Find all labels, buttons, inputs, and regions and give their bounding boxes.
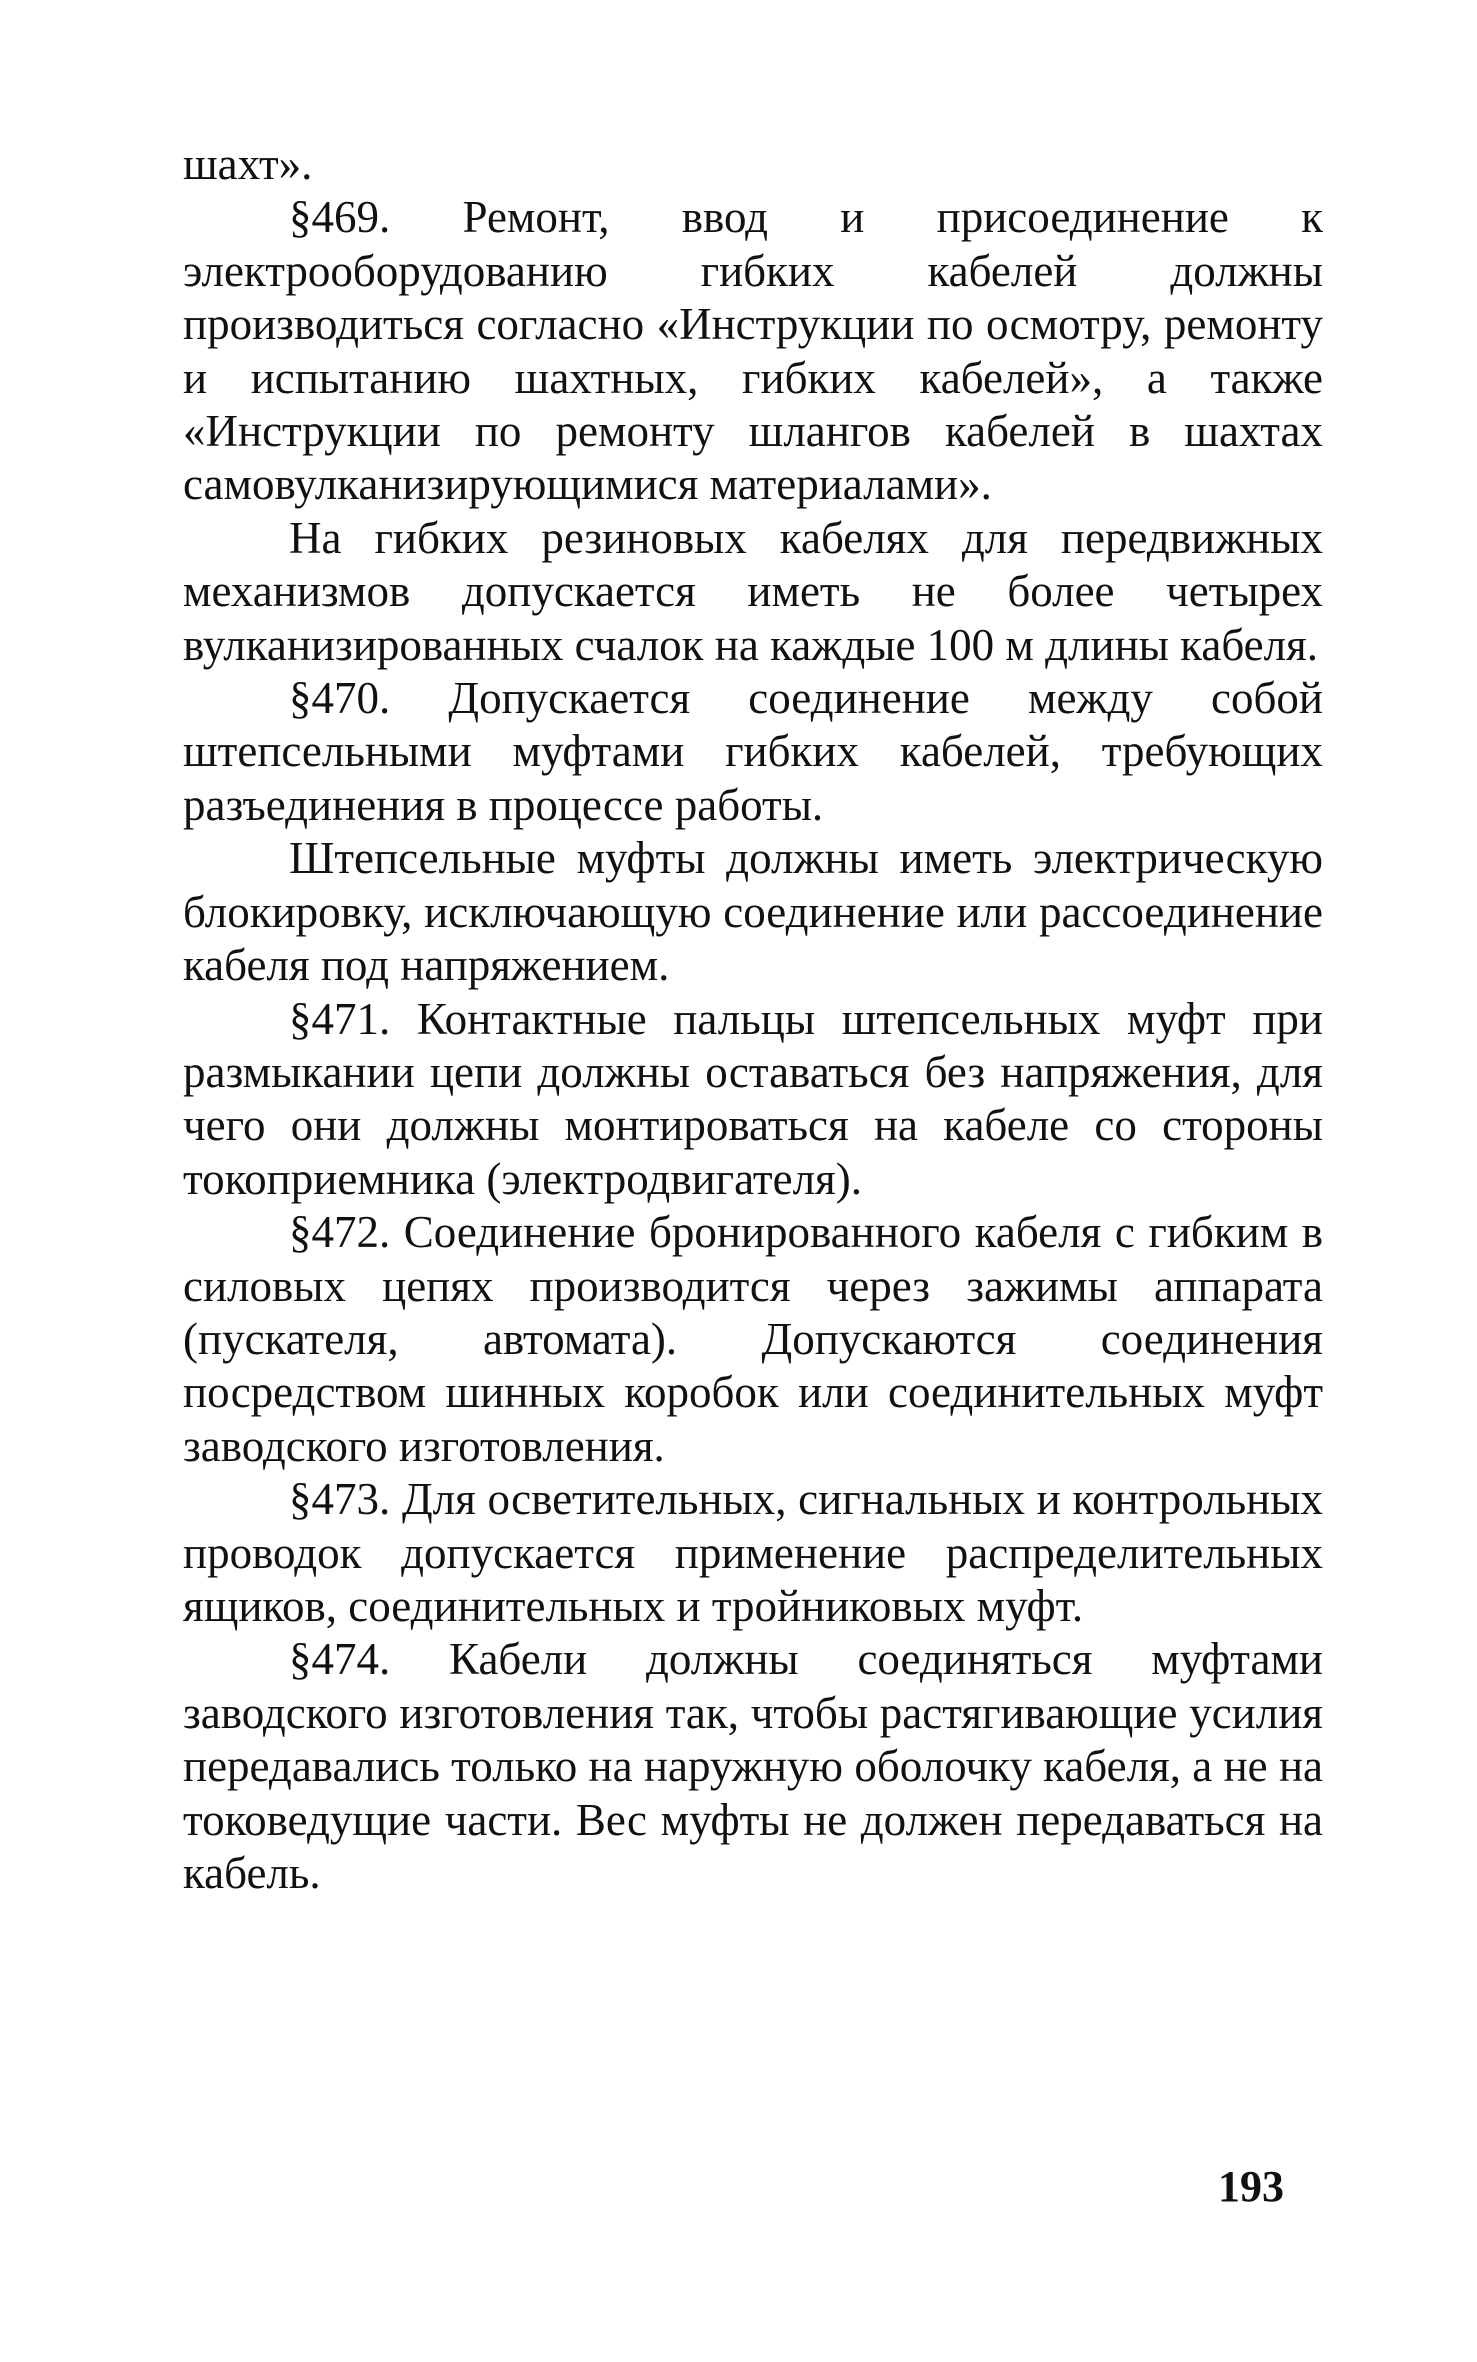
paragraph-469-note: На гибких резиновых кабелях для передвижных механизмов допускается иметь не более четырех вулканизированных счалок на каждые 100 м длины кабеля. — [183, 512, 1323, 670]
paragraph-473: §473. Для осветительных, сигнальных и контрольных проводок допускается применение распределительных ящиков, соединительных и тройниковых муфт. — [183, 1474, 1323, 1631]
paragraph-470-note: Штепсельные муфты должны иметь электрическую блокировку, исключающую соединение или рассоединение кабеля под напряжением. — [183, 833, 1323, 991]
body-text — [183, 138, 1323, 1900]
page-number: 193 — [1218, 2162, 1284, 2211]
paragraph-469: §469. Ремонт, ввод и присоединение к электрооборудованию гибких кабелей должны производиться согласно «Инструкции по осмотру, ремонту и испытанию шахтных, гибких кабелей», а также «Инструкции по ремонту шлангов кабелей в шахтах самовулканизирующимися материалами». — [183, 192, 1323, 510]
paragraph-472: §472. Соединение бронированного кабеля с гибким в силовых цепях производится через зажимы аппарата (пускателя, автомата). Допускаются соединения посредством шинных коробок или соединительных муфт заводского изготовления. — [183, 1207, 1323, 1471]
paragraph-continuation: шахт». — [183, 139, 313, 189]
paragraph-474: §474. Кабели должны соединяться муфтами заводского изготовления так, чтобы растягивающие усилия передавались только на наружную оболочку кабеля, а не на токоведущие части. Вес муфты не должен передаваться на кабель. — [183, 1634, 1323, 1898]
paragraph-470: §470. Допускается соединение между собой штепсельными муфтами гибких кабелей, требующих разъединения в процессе работы. — [183, 673, 1323, 830]
paragraph-471: §471. Контактные пальцы штепсельных муфт при размыкании цепи должны оставаться без напряжения, для чего они должны монтироваться на кабеле со стороны токоприемника (электродвигателя). — [183, 993, 1323, 1204]
